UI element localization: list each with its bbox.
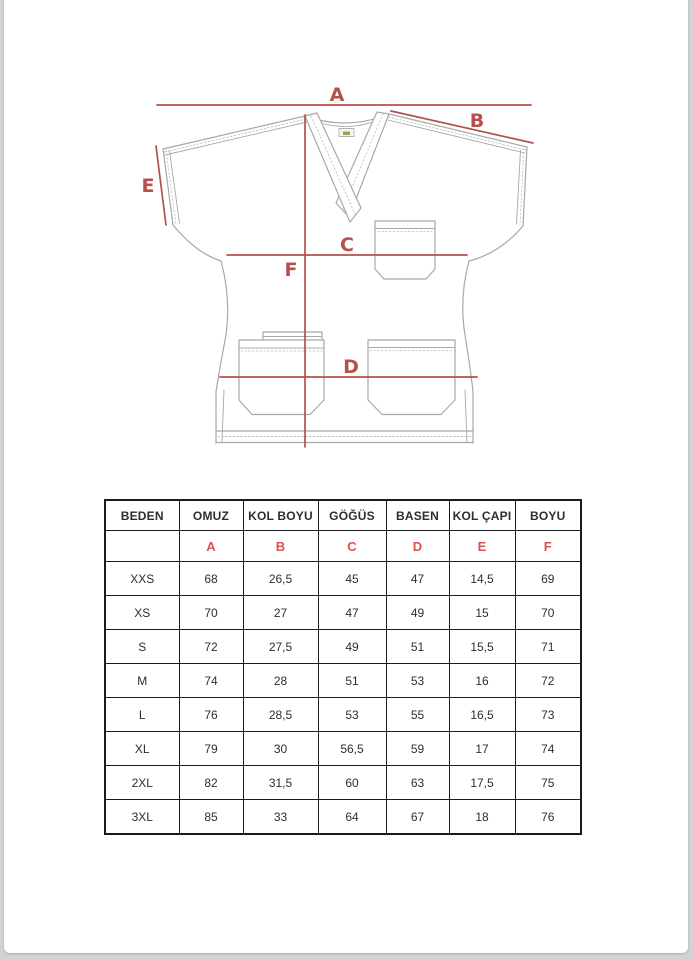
measurement-value-cell: 73 [515, 698, 581, 732]
size-row [105, 562, 581, 596]
measurement-value-cell: 15 [449, 596, 515, 630]
measurement-value-cell: 79 [179, 732, 243, 766]
letter-row [105, 531, 581, 562]
size-label-cell: XS [105, 596, 179, 630]
measurement-value-cell: 16 [449, 664, 515, 698]
measurement-value-cell: 56,5 [318, 732, 386, 766]
size-label-cell: S [105, 630, 179, 664]
size-table [104, 499, 582, 835]
measure-label-b: B [469, 110, 485, 132]
measurement-value-cell: 53 [386, 664, 449, 698]
measurement-value-cell: 51 [318, 664, 386, 698]
measurement-value-cell: 45 [318, 562, 386, 596]
size-label-cell: L [105, 698, 179, 732]
measurement-value-cell: 33 [243, 800, 318, 835]
right-side-slit [465, 390, 467, 442]
measurement-value-cell: 27,5 [243, 630, 318, 664]
letter-cell-c: C [318, 531, 386, 562]
right-side-seam [463, 226, 523, 443]
size-row [105, 596, 581, 630]
measure-label-d: D [343, 356, 359, 378]
measurement-value-cell: 72 [515, 664, 581, 698]
measurement-value-cell: 70 [179, 596, 243, 630]
header-cell-boyu: BOYU [515, 500, 581, 531]
letter-cell-d: D [386, 531, 449, 562]
measurement-value-cell: 68 [179, 562, 243, 596]
measurement-value-cell: 28 [243, 664, 318, 698]
measurement-value-cell: 47 [386, 562, 449, 596]
size-label-cell: XXS [105, 562, 179, 596]
size-label-cell: XL [105, 732, 179, 766]
measurement-value-cell: 16,5 [449, 698, 515, 732]
size-row [105, 732, 581, 766]
size-row [105, 698, 581, 732]
chest-pocket [375, 221, 435, 279]
measurement-value-cell: 18 [449, 800, 515, 835]
measurement-value-cell: 74 [179, 664, 243, 698]
scrub-top-drawing [163, 112, 527, 443]
measure-label-a: A [329, 84, 345, 106]
size-label-cell: 2XL [105, 766, 179, 800]
letter-cell-a: A [179, 531, 243, 562]
measurement-value-cell: 17 [449, 732, 515, 766]
measurement-value-cell: 26,5 [243, 562, 318, 596]
header-cell-gogus: GÖĞÜS [318, 500, 386, 531]
left-side-seam [173, 225, 228, 443]
measurement-value-cell: 27 [243, 596, 318, 630]
measurement-value-cell: 82 [179, 766, 243, 800]
measure-label-f: F [284, 259, 298, 281]
right-shoulder-edge [389, 114, 527, 147]
size-label-cell: M [105, 664, 179, 698]
header-cell-kol-capi: KOL ÇAPI [449, 500, 515, 531]
letter-cell-f: F [515, 531, 581, 562]
measurement-value-cell: 63 [386, 766, 449, 800]
size-table-head [105, 500, 581, 562]
measurement-value-cell: 64 [318, 800, 386, 835]
letter-cell-empty [105, 531, 179, 562]
measurement-value-cell: 75 [515, 766, 581, 800]
measure-label-c: C [340, 234, 354, 256]
header-row [105, 500, 581, 531]
measurement-value-cell: 49 [318, 630, 386, 664]
measurement-value-cell: 69 [515, 562, 581, 596]
left-shoulder-seam [165, 122, 307, 155]
measurement-value-cell: 53 [318, 698, 386, 732]
measurement-value-cell: 85 [179, 800, 243, 835]
size-table-body [105, 562, 581, 835]
measurement-value-cell: 70 [515, 596, 581, 630]
measurement-value-cell: 30 [243, 732, 318, 766]
neck-tag-print [343, 132, 350, 136]
measurement-value-cell: 14,5 [449, 562, 515, 596]
size-row [105, 766, 581, 800]
left-shoulder-edge [163, 116, 305, 149]
measurement-value-cell: 51 [386, 630, 449, 664]
header-cell-kol-boyu: KOL BOYU [243, 500, 318, 531]
measurement-value-cell: 59 [386, 732, 449, 766]
measurement-value-cell: 28,5 [243, 698, 318, 732]
measurement-value-cell: 49 [386, 596, 449, 630]
size-row [105, 630, 581, 664]
header-cell-beden: BEDEN [105, 500, 179, 531]
right-shoulder-stitch [389, 117, 527, 150]
letter-cell-b: B [243, 531, 318, 562]
measurement-value-cell: 60 [318, 766, 386, 800]
measurement-value-cell: 55 [386, 698, 449, 732]
measurement-value-cell: 72 [179, 630, 243, 664]
header-cell-basen: BASEN [386, 500, 449, 531]
measurement-value-cell: 74 [515, 732, 581, 766]
measurement-value-cell: 76 [179, 698, 243, 732]
scrub-top-measurement-diagram [4, 0, 688, 480]
size-row [105, 664, 581, 698]
measure-label-e: E [141, 175, 155, 197]
measurement-value-cell: 71 [515, 630, 581, 664]
header-cell-omuz: OMUZ [179, 500, 243, 531]
measurement-value-cell: 67 [386, 800, 449, 835]
measurement-value-cell: 47 [318, 596, 386, 630]
size-label-cell: 3XL [105, 800, 179, 835]
size-table-section [104, 499, 582, 835]
letter-cell-e: E [449, 531, 515, 562]
measurement-value-cell: 76 [515, 800, 581, 835]
photo-page [4, 0, 688, 953]
measurement-lines [156, 105, 533, 447]
measurement-value-cell: 31,5 [243, 766, 318, 800]
size-row [105, 800, 581, 835]
measurement-value-cell: 15,5 [449, 630, 515, 664]
left-side-slit [222, 390, 224, 442]
pen-pocket [263, 332, 322, 340]
right-cuff-edge [523, 147, 527, 226]
right-cuff-hem [517, 150, 521, 224]
left-shoulder-stitch [164, 119, 306, 152]
measurement-value-cell: 17,5 [449, 766, 515, 800]
